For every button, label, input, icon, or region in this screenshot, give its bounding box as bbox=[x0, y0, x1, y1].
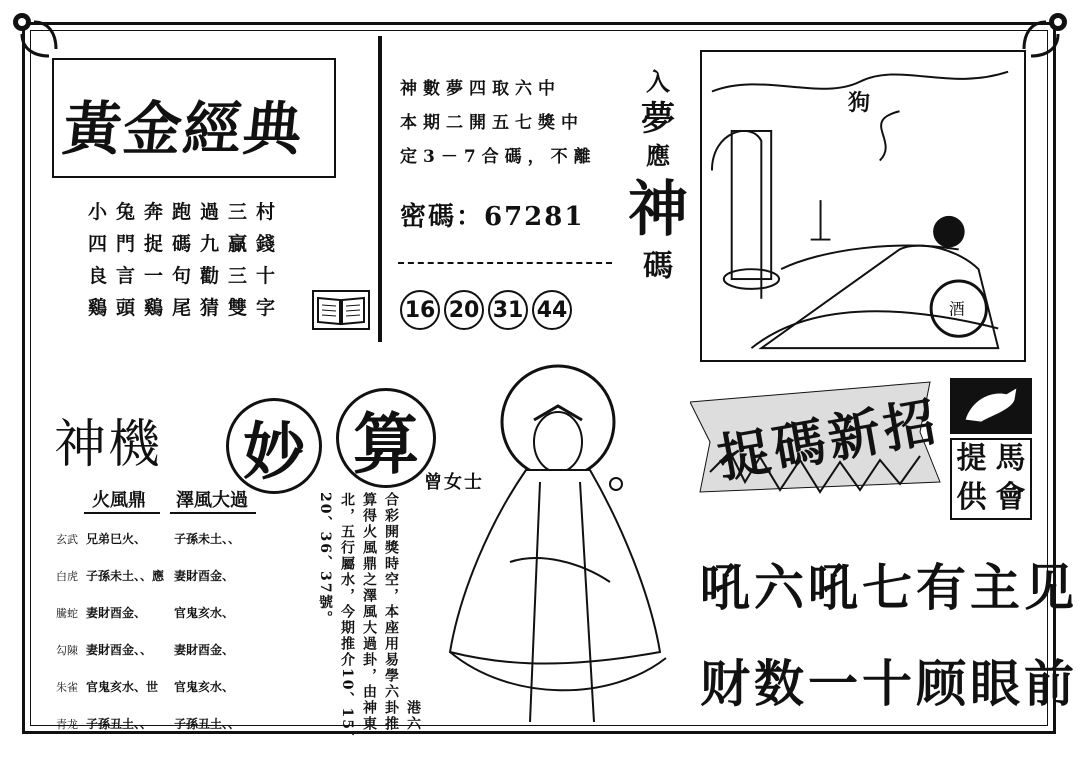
suan-circle: 算 bbox=[336, 388, 436, 488]
vertical-text-column: 合彩開獎時空，本座用易學六卦推 bbox=[383, 492, 399, 732]
underline bbox=[170, 512, 256, 514]
table-cell: 妻財酉金、 bbox=[86, 606, 147, 620]
poem-line: 四門捉碼九贏錢 bbox=[88, 233, 285, 255]
provider-char: 供 bbox=[956, 480, 987, 515]
provider-char: 馬 bbox=[995, 441, 1026, 476]
hexagram-header: 火風鼎 bbox=[92, 490, 146, 511]
riddle bbox=[400, 72, 610, 174]
provider-char: 提 bbox=[956, 441, 987, 476]
vertical-title bbox=[628, 66, 688, 286]
table-cell: 玄武 bbox=[56, 532, 78, 546]
underline bbox=[84, 512, 160, 514]
vertical-text-column: 港六 bbox=[405, 700, 421, 732]
number-ball: 44 bbox=[532, 290, 572, 330]
shenji-title: 神機 bbox=[54, 415, 163, 475]
page-title: 黃金經典 bbox=[59, 95, 308, 163]
provider-char: 會 bbox=[995, 480, 1026, 515]
banner-text: 捉碼新招 bbox=[713, 390, 945, 490]
table-cell: 妻財酉金、 bbox=[174, 569, 235, 583]
miao-circle: 妙 bbox=[226, 398, 322, 494]
poem-line: 鷄頭鷄尾猜雙字 bbox=[88, 297, 285, 319]
table-cell: 朱雀 bbox=[56, 680, 78, 694]
author: 曾女士 bbox=[424, 472, 484, 493]
table-cell: 官鬼亥水、 bbox=[174, 606, 235, 620]
headline: 财数一十顾眼前 bbox=[700, 655, 1078, 713]
poem-line: 良言一句勸三十 bbox=[88, 265, 285, 287]
table-cell: 妻財酉金、、 bbox=[86, 643, 153, 657]
number-ball: 31 bbox=[488, 290, 528, 330]
vertical-text-column: 算得火風鼎之澤風大過卦，由神東 bbox=[361, 492, 377, 732]
number-ball: 16 bbox=[400, 290, 440, 330]
vertical-title-char: 入 bbox=[646, 67, 670, 96]
table-cell: 騰蛇 bbox=[56, 606, 78, 620]
table-cell: 勾陳 bbox=[56, 643, 78, 657]
table-row bbox=[56, 705, 296, 742]
vertical-title-char: 碼 bbox=[643, 249, 673, 284]
table-cell: 白虎 bbox=[56, 569, 78, 583]
table-row bbox=[56, 557, 296, 594]
table-cell: 子孫未土、、應 bbox=[86, 569, 165, 583]
table-cell: 妻財酉金、 bbox=[174, 643, 235, 657]
title-box bbox=[52, 58, 336, 178]
table-row bbox=[56, 520, 296, 557]
table-cell: 青龙 bbox=[56, 717, 78, 731]
svg-text:酒: 酒 bbox=[948, 299, 965, 319]
vertical-title-char: 應 bbox=[646, 141, 670, 170]
riddle-line: 神數夢四取六中 bbox=[400, 79, 561, 99]
vertical-title-char: 神 bbox=[628, 175, 688, 245]
secret-code: 密碼：67281 bbox=[400, 202, 585, 232]
headline: 吼六吼七有主见 bbox=[700, 559, 1078, 617]
vertical-text-column: 北，五行屬水，今期推介10、15、 bbox=[339, 492, 355, 747]
dashed-divider bbox=[398, 262, 612, 264]
table-cell: 官鬼亥水、世 bbox=[86, 680, 159, 694]
divider bbox=[378, 36, 382, 342]
riddle-line: 定3－7合碼，不離 bbox=[400, 147, 597, 167]
vertical-text-column: 20、36、37號。 bbox=[317, 492, 333, 627]
number-balls bbox=[400, 290, 572, 330]
provider-box bbox=[950, 438, 1032, 520]
table-row bbox=[56, 631, 296, 668]
number-ball: 20 bbox=[444, 290, 484, 330]
riddle-line: 本期二開五七獎中 bbox=[400, 113, 584, 133]
table-cell: 子孫丑土、、 bbox=[174, 717, 241, 731]
table-cell: 官鬼亥水、 bbox=[174, 680, 235, 694]
illustration-label: 狗 bbox=[848, 90, 871, 116]
table-row bbox=[56, 594, 296, 631]
table-cell: 子孫未土、、 bbox=[174, 532, 241, 546]
corner-ornament-icon bbox=[4, 4, 64, 64]
hexagram-header: 澤風大過 bbox=[176, 490, 248, 511]
poem bbox=[88, 196, 298, 324]
vertical-title-char: 夢 bbox=[641, 99, 675, 139]
horse-icon bbox=[950, 378, 1032, 434]
book-icon bbox=[312, 290, 370, 330]
table-cell: 子孫丑土、、 bbox=[86, 717, 153, 731]
poem-line: 小兔奔跑過三村 bbox=[88, 201, 285, 223]
immortal-figure bbox=[430, 362, 680, 732]
hexagram-table bbox=[56, 520, 296, 742]
table-row bbox=[56, 668, 296, 705]
table-cell: 兄弟巳火、 bbox=[86, 532, 147, 546]
